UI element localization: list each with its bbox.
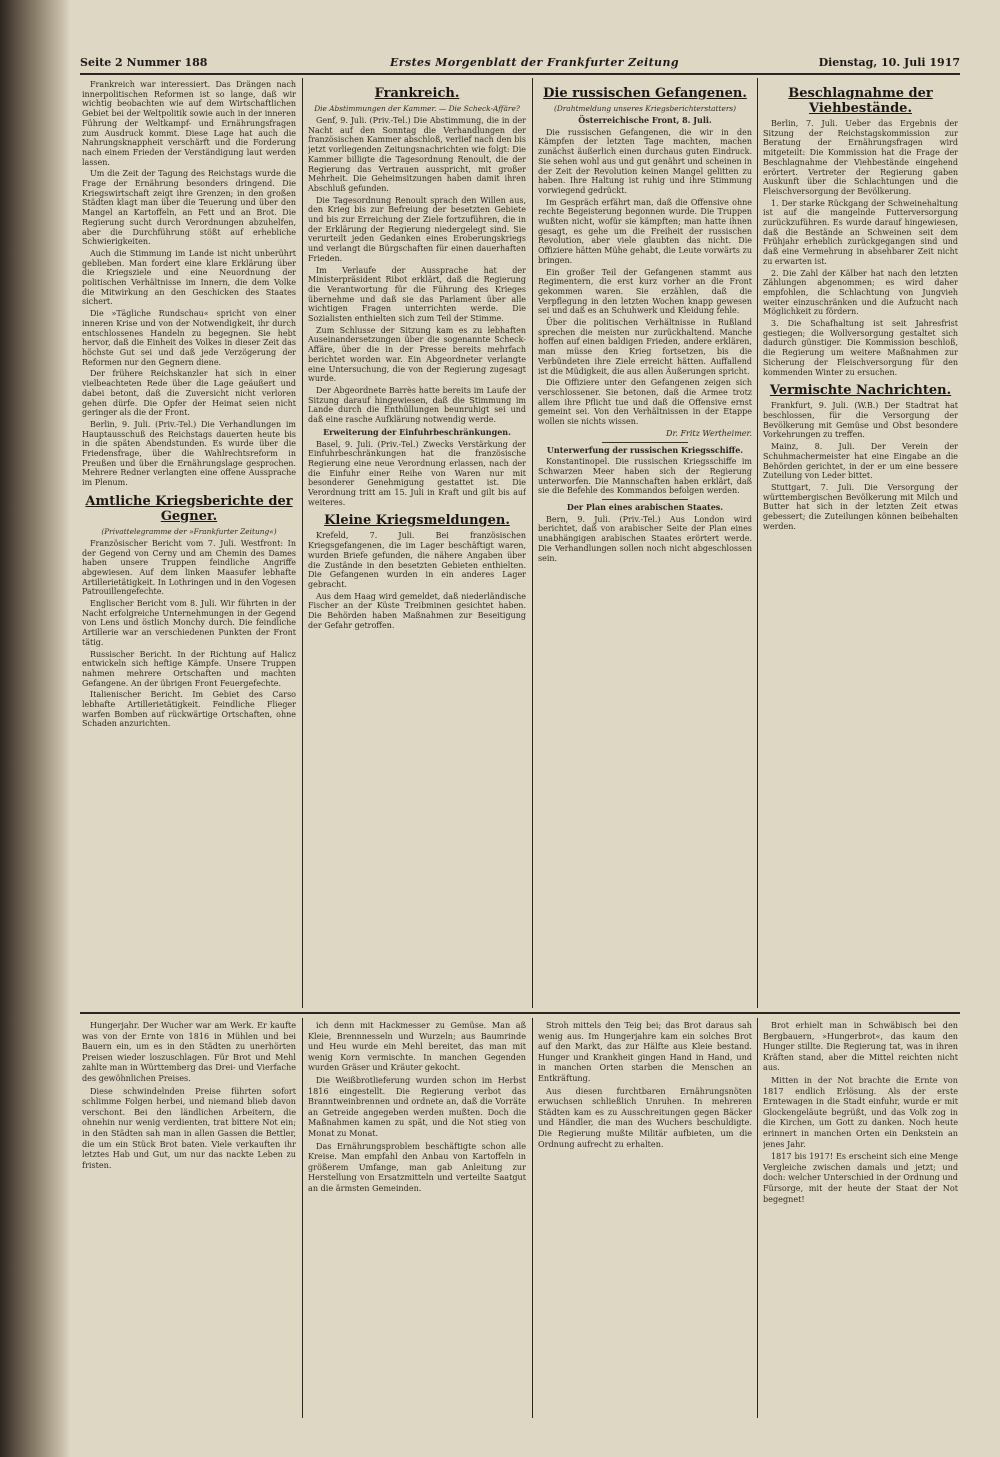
feuilleton-column-3: [538, 1020, 752, 1420]
article-heading: Die russischen Gefangenen.: [543, 86, 747, 101]
article-paragraph: Englischer Bericht vom 8. Juli. Wir führten in der Nacht erfolgreiche Unternehmungen in der Gegend von Lens und östlich Monchy durch. Die feindliche Artillerie war an verschiedenen Punkten der Front tätig.: [82, 599, 296, 647]
article-paragraph: 2. Die Zahl der Kälber hat nach den letzten Zählungen abgenommen; es wird daher empfohlen, die Schlachtung von Jungvieh weiter einzuschränken und die Aufzucht nach Möglichkeit zu fördern.: [763, 268, 958, 317]
article-paragraph: Ein großer Teil der Gefangenen stammt aus Regimentern, die erst kurz vorher an die Front gekommen waren. Sie erzählen, daß die Verpflegung in den letzten Wochen knapp gewesen sei und daß es an Schuhwerk und Kleidung fehle.: [538, 267, 752, 316]
author-signature: Dr. Fritz Wertheimer.: [666, 428, 752, 438]
section-kicker: Unterwerfung der russischen Kriegsschiffe.: [546, 444, 744, 455]
article-heading: Kleine Kriegsmeldungen.: [324, 513, 510, 529]
article-paragraph: Im Gespräch erfährt man, daß die Offensive ohne rechte Begeisterung begonnen wurde. Die Truppen wußten nicht, wofür sie kämpften; man hatte ihnen gesagt, es gehe um die Freiheit der russischen Revolution, aber viele glaubten das nicht. Die Offiziere hätten Mühe gehabt, die Leute vorwärts zu bringen.: [538, 197, 752, 265]
article-paragraph: Über die politischen Verhältnisse in Rußland sprechen die meisten nur zurückhaltend. Manche hoffen auf einen baldigen Frieden, andere erklären, man müsse den Krieg fortsetzen, bis die Verbündeten ihre Ziele erreicht hätten. Auffallend ist die Müdigkeit, die aus allen Äußerungen spricht.: [538, 318, 752, 376]
article-paragraph: Um die Zeit der Tagung des Reichstags wurde die Frage der Ernährung besonders dringend. Die Kriegswirtschaft zeigt ihre Grenzen; in den großen Städten klagt man über die Teuerung und über den Mangel an Kartoffeln, an Fett und an Brot. Die Regierung sucht durch Verordnungen abzuhelfen, aber die Durchführung stößt auf erhebliche Schwierigkeiten.: [82, 169, 296, 247]
page-header: [80, 56, 960, 72]
article-dateline: Österreichische Front, 8. Juli.: [578, 115, 712, 125]
article-paragraph: Basel, 9. Juli. (Priv.-Tel.) Zwecks Verstärkung der Einfuhrbeschränkungen hat die französische Regierung eine neue Verordnung erlassen, nach der die Einfuhr einer Reihe von Waren nur mit besonderer Genehmigung gestattet ist. Die Verordnung tritt am 15. Juli in Kraft und gilt bis auf weiteres.: [308, 439, 526, 507]
article-paragraph: Krefeld, 7. Juli. Bei französischen Kriegsgefangenen, die im Lager beschäftigt waren, wurden Briefe gefunden, die nähere Angaben über die Zustände in den besetzten Gebieten enthielten. Die Gefangenen wurden in ein anderes Lager gebracht.: [308, 531, 526, 589]
article-paragraph: Zum Schlusse der Sitzung kam es zu lebhaften Auseinandersetzungen über die sogenannte Scheck-Affäre, über die in der Presse bereits mehrfach berichtet worden war. Ein Abgeordneter verlangte eine Untersuchung, die von der Regierung zugesagt wurde.: [308, 325, 526, 384]
section-kicker: Erweiterung der Einfuhrbeschränkungen.: [323, 426, 511, 437]
feuilleton-paragraph: ich denn mit Hackmesser zu Gemüse. Man aß Kleie, Brennnesseln und Wurzeln; aus Baumrinde und Heu wurde ein Mehl bereitet, das man mit wenig Korn vermischte. In manchen Gegenden wurden Gräser und Kräuter gekocht.: [308, 1020, 526, 1073]
article-paragraph: Die Offiziere unter den Gefangenen zeigen sich verschlossener. Sie betonen, daß die Armee trotz allem ihre Pflicht tue und daß die Offensive ernst gemeint sei. Von den Verhältnissen in der Etappe wollen sie nichts wissen.: [538, 378, 752, 427]
feuilleton-paragraph: Brot erhielt man in Schwäbisch bei den Bergbauern, »Hungerbrot«, das kaum den Hunger stillte. Die Regierung tat, was in ihren Kräften stand, aber die Mittel reichten nicht aus.: [763, 1020, 958, 1073]
article-paragraph: Berlin, 9. Juli. (Priv.-Tel.) Die Verhandlungen im Hauptausschuß des Reichstags dauerten heute bis in die späten Abendstunden. Es wurde über die Friedensfrage, über die Wahlrechtsreform in Preußen und über die Ernährungslage gesprochen. Mehrere Redner verlangten eine offene Aussprache im Plenum.: [82, 419, 296, 488]
article-paragraph: Die »Tägliche Rundschau« spricht von einer inneren Krise und von der Notwendigkeit, ihr durch entschlossenes Handeln zu begegnen. Sie hebt hervor, daß die Einheit des Volkes in dieser Zeit das höchste Gut sei und daß jede Verzögerung der Reformen nur den Gegnern diene.: [82, 309, 296, 367]
section-separator: [602, 442, 688, 443]
article-subheading: (Drahtmeldung unseres Kriegsberichterstatters): [553, 104, 737, 113]
column-3: [538, 80, 752, 1006]
article-paragraph: Französischer Bericht vom 7. Juli. Westfront: In der Gegend von Cerny und am Chemin des Dames haben unsere Truppen feindliche Angriffe abgewiesen. Auf dem linken Maasufer lebhafte Artillerietätigkeit. In Lothringen und in den Vogesen Patrouillengefechte.: [82, 538, 296, 597]
column-1: [82, 80, 296, 1006]
article-paragraph: Der Abgeordnete Barrès hatte bereits im Laufe der Sitzung darauf hingewiesen, daß die Stimmung im Lande durch die Enthüllungen beunruhigt sei und daß eine rasche Aufklärung notwendig werde.: [308, 385, 526, 425]
issue-date: Dienstag, 10. Juli 1917: [818, 56, 960, 69]
article-paragraph: Aus dem Haag wird gemeldet, daß niederländische Fischer an der Küste Treibminen gesichtet haben. Die Behörden haben Maßnahmen zur Beseitigung der Gefahr getroffen.: [308, 591, 526, 630]
feuilleton-column-4: [763, 1020, 958, 1420]
feuilleton-paragraph: Die Weißbrotlieferung wurden schon im Herbst 1816 eingestellt. Die Regierung verbot das Branntweinbrennen und ordnete an, daß die Vorräte an Getreide angegeben werden mußten. Doch die Maßnahmen kamen zu spät, und die Not stieg von Monat zu Monat.: [308, 1074, 526, 1138]
feuilleton-paragraph: Hungerjahr. Der Wucher war am Werk. Er kaufte was von der Ernte von 1816 in Mühlen und bei Bauern ein, um es in den Städten zu unerhörten Preisen wieder loszuschlagen. Für Brot und Mehl zahlte man in Württemberg das Drei- und Vierfache des gewöhnlichen Preises.: [82, 1020, 296, 1083]
article-paragraph: Stuttgart, 7. Juli. Die Versorgung der württembergischen Bevölkerung mit Milch und Butter hat sich in der letzten Zeit etwas gebessert; die Zuteilungen können beibehalten werden.: [763, 482, 958, 531]
article-paragraph: Die Tagesordnung Renoult sprach den Willen aus, den Krieg bis zur Befreiung der besetzten Gebiete und bis zur Erreichung der Ziele fortzuführen, die in der Erklärung der Regierung niedergelegt sind. Sie verurteilt jeden Gedanken eines Eroberungskriegs und verlangt die Bürgschaften für einen dauerhaften Frieden.: [308, 195, 526, 263]
article-paragraph: Frankreich war interessiert. Das Drängen nach innerpolitischen Reformen ist so lange, daß wir wichtig beobachten wie auf dem Wirtschaftlichen Gebiet bei der Weltpolitik sowie auch in der inneren Führung der Weltkampf- und Ernährungsfragen zum Ausdruck kommt. Diese Lage hat auch die Nahrungsknappheit verschärft und die Forderung nach einem Frieden der Verständigung laut werden lassen.: [82, 80, 296, 167]
feuilleton-paragraph: Aus diesen furchtbaren Ernährungsnöten erwuchsen schließlich Unruhen. In mehreren Städten kam es zu Ausschreitungen gegen Bäcker und Händler, die man des Wuchers beschuldigte. Die Regierung mußte Militär aufbieten, um die Ordnung aufrecht zu erhalten.: [538, 1085, 752, 1149]
article-paragraph: Mainz, 8. Juli. Der Verein der Schuhmachermeister hat eine Eingabe an die Behörden gerichtet, in der er um eine bessere Zuteilung von Leder bittet.: [763, 442, 958, 481]
article-paragraph: Konstantinopel. Die russischen Kriegsschiffe im Schwarzen Meer haben sich der Regierung unterworfen. Die Mannschaften haben erklärt, daß sie die Befehle des Kommandos befolgen werden.: [538, 457, 752, 496]
column-4: [763, 80, 958, 1006]
article-paragraph: Der frühere Reichskanzler hat sich in einer vielbeachteten Rede über die Lage geäußert und dabei betont, daß die Zuversicht nicht verloren gehen dürfe. Die Opfer der Heimat seien nicht geringer als die der Front.: [82, 369, 296, 418]
article-subheading: Die Abstimmungen der Kammer. — Die Scheck-Affäre?: [314, 104, 520, 113]
section-kicker: Der Plan eines arabischen Staates.: [566, 502, 724, 513]
article-paragraph: Genf, 9. Juli. (Priv.-Tel.) Die Abstimmung, die in der Nacht auf den Sonntag die Verhandlungen der französischen Kammer abschloß, verlief nach den bis jetzt vorliegenden Zeitungsnachrichten wie folgt: Die Kammer billigte die Tagesordnung Renoult, die der Regierung das Vertrauen ausspricht, mit großer Mehrheit. Die Geheimsitzungen haben damit ihren Abschluß gefunden.: [308, 116, 526, 193]
feuilleton-rule: [80, 1012, 960, 1014]
column-divider: [302, 1018, 303, 1418]
article-paragraph: Die russischen Gefangenen, die wir in den Kämpfen der letzten Tage machten, machen zunächst äußerlich einen durchaus guten Eindruck. Sie sehen wohl aus und gut genährt und scheinen in der Zeit der Revolution keinen Mangel gelitten zu haben. Ihre Haltung ist ruhig und ihre Stimmung vorwiegend gedrückt.: [538, 127, 752, 195]
article-paragraph: Italienischer Bericht. Im Gebiet des Carso lebhafte Artillerietätigkeit. Feindliche Flieger warfen Bomben auf rückwärtige Ortschaften, ohne Schaden anzurichten.: [82, 690, 296, 729]
book-binding-edge: [0, 0, 70, 1457]
article-paragraph: 1. Der starke Rückgang der Schweinehaltung ist auf die mangelnde Futterversorgung zurückzuführen. Es wurde darauf hingewiesen, daß die Bestände an Schweinen seit dem Frühjahr erheblich zurückgegangen sind und daß eine Vermehrung in absehbarer Zeit nicht zu erwarten ist.: [763, 198, 958, 266]
feuilleton-column-2: [308, 1020, 526, 1420]
column-divider: [532, 78, 533, 1008]
column-divider: [302, 78, 303, 1008]
header-rule: [80, 73, 960, 75]
article-paragraph: Berlin, 7. Juli. Ueber das Ergebnis der Sitzung der Reichstagskommission zur Beratung der Ernährungsfragen wird mitgeteilt: Die Kommission hat die Frage der Beschlagnahme der Viehbestände eingehend erörtert. Vertreter der Regierung gaben Auskunft über die Schlachtungen und die Fleischversorgung der Bevölkerung.: [763, 119, 958, 196]
article-heading: Amtliche Kriegsberichte der Gegner.: [85, 493, 293, 524]
feuilleton-paragraph: 1817 bis 1917! Es erscheint sich eine Menge Vergleiche zwischen damals und jetzt; und doch: welcher Unterschied in der Ordnung und Fürsorge, mit der heute der Staat der Not begegnet!: [763, 1151, 958, 1204]
column-divider: [757, 1018, 758, 1418]
feuilleton-paragraph: Das Ernährungsproblem beschäftigte schon alle Kreise. Man empfahl den Anbau von Kartoffeln in größerem Umfange, man gab Anleitung zur Herstellung von Ersatzmitteln und verteilte Saatgut an die ärmsten Gemeinden.: [308, 1140, 526, 1193]
article-subheading: (Privattelegramme der »Frankfurter Zeitung«): [101, 526, 277, 536]
feuilleton-paragraph: Mitten in der Not brachte die Ernte von 1817 endlich Erlösung. Als der erste Erntewagen in die Stadt einfuhr, wurde er mit Glockengeläute begrüßt, und das Volk zog in die Kirchen, um Gott zu danken. Noch heute erinnert in manchen Orten ein Denkstein an jenes Jahr.: [763, 1074, 958, 1149]
article-paragraph: Bern, 9. Juli. (Priv.-Tel.) Aus London wird berichtet, daß von arabischer Seite der Plan eines unabhängigen arabischen Staates erörtert werde. Die Verhandlungen sollen noch nicht abgeschlossen sein.: [538, 514, 752, 563]
article-paragraph: 3. Die Schafhaltung ist seit Jahresfrist gestiegen; die Wollversorgung gestaltet sich dadurch günstiger. Die Kommission beschloß, die Regierung um weitere Maßnahmen zur Sicherung der Fleischversorgung für den kommenden Winter zu ersuchen.: [763, 319, 958, 377]
column-divider: [532, 1018, 533, 1418]
article-paragraph: Russischer Bericht. In der Richtung auf Halicz entwickeln sich heftige Kämpfe. Unsere Truppen nahmen mehrere Ortschaften und machten Gefangene. An der übrigen Front Feuergefechte.: [82, 649, 296, 688]
feuilleton-column-1: [82, 1020, 296, 1420]
article-heading: Beschlagnahme der Viehbestände.: [788, 86, 933, 116]
article-heading: Frankreich.: [374, 86, 460, 101]
feuilleton-paragraph: Diese schwindelnden Preise führten sofort schlimme Folgen herbei, und niemand blieb davon verschont. Bei den ländlichen Arbeitern, die ohnehin nur wenig verdienten, trat bittere Not ein; in den Städten sah man in allen Gassen die Bettler, die um ein Stück Brot baten. Viele verkauften ihr letztes Hab und Gut, um nur das nackte Leben zu fristen.: [82, 1085, 296, 1170]
masthead: Erstes Morgenblatt der Frankfurter Zeitung: [390, 56, 679, 69]
article-paragraph: Auch die Stimmung im Lande ist nicht unberührt geblieben. Man fordert eine klare Erklärung über die Kriegsziele und eine Neuordnung der politischen Verhältnisse im Innern, die dem Volke die Mitwirkung an den Geschicken des Staates sichert.: [82, 248, 296, 307]
article-heading: Vermischte Nachrichten.: [769, 383, 952, 399]
feuilleton-paragraph: Stroh mittels den Teig bei; das Brot daraus sah wenig aus. Im Hungerjahre kam ein solches Brot auf den Markt, das zur Hälfte aus Kleie bestand. Hunger und Krankheit gingen Hand in Hand, und in manchen Orten starben die Menschen an Entkräftung.: [538, 1020, 752, 1083]
article-paragraph: Im Verlaufe der Aussprache hat der Ministerpräsident Ribot erklärt, daß die Regierung die Verantwortung für die Führung des Krieges übernehme und daß sie das Parlament über alle wichtigen Fragen unterrichten werde. Die Sozialisten enthielten sich zum Teil der Stimme.: [308, 265, 526, 324]
section-separator: [602, 499, 688, 500]
column-2: [308, 80, 526, 1006]
article-paragraph: Frankfurt, 9. Juli. (W.B.) Der Stadtrat hat beschlossen, für die Versorgung der Bevölkerung mit Gemüse und Obst besondere Vorkehrungen zu treffen.: [763, 401, 958, 440]
page-number: Seite 2 Nummer 188: [80, 56, 208, 69]
column-divider: [757, 78, 758, 1008]
